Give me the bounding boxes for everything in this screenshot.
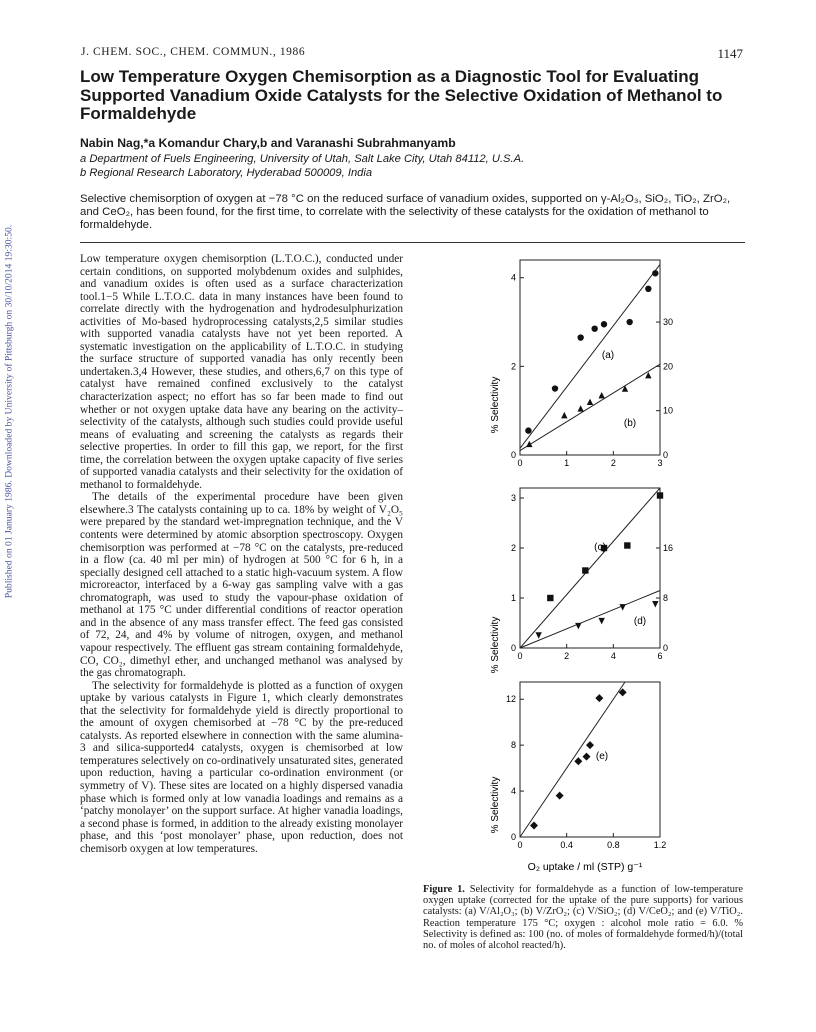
data-point-d bbox=[619, 604, 625, 610]
series-label-e: (e) bbox=[595, 751, 609, 762]
data-point-d bbox=[598, 618, 604, 624]
abstract: Selective chemisorption of oxygen at −78 °C on the reduced surface of vanadium oxides, supported on γ-Al₂O₃, SiO₂, TiO₂, ZrO₂, and CeO₂, has been found, for the first time, to correlate with the selectivity of these catalysts for the oxidation of methanol to formaldehyde. bbox=[80, 193, 731, 232]
sidebar-text: Published on 01 January 1986. Downloaded by University of Pittsburgh on 30/10/2014 19:30:50. bbox=[3, 224, 15, 599]
panel-top-chart bbox=[511, 260, 673, 468]
figure-caption-label: Figure 1. bbox=[423, 884, 465, 895]
data-point-b bbox=[561, 412, 567, 418]
x-tick-label: 2 bbox=[610, 458, 616, 468]
series-label-a: (a) bbox=[601, 350, 615, 361]
data-point-b bbox=[587, 399, 593, 405]
data-point-c bbox=[582, 567, 588, 573]
y-tick-label-left: 1 bbox=[510, 593, 516, 603]
y-tick-label-left: 2 bbox=[510, 543, 516, 553]
series-label-c: (c) bbox=[594, 542, 606, 553]
data-point-a bbox=[552, 385, 558, 391]
body-paragraph-2: The details of the experimental procedure have been given elsewhere.3 The catalysts containing up to ca. 18% by weight of V₂O₅ were prepared by the standard wet-impregnation technique, and the V contents were determined by atomic absorption spectroscopy. Oxygen chemisorption was performed at −78 °C on the catalysts, pre-reduced in a flow (ca. 40 ml per min) of hydrogen at 500 °C for 6 h, in a specially designed cell attached to a static high-vacuum system. A flow microreactor, interfaced by a 6-way gas sampling valve with a gas chromatograph, was used to study the vapour-phase oxidation of methanol at 175 °C under differential conditions of reactor operation and in the absence of any mass transfer effect. The feed gas consisted of 72, 24, and 4% by volume of nitrogen, oxygen, and methanol vapour respectively. The effluent gas stream containing formaldehyde, CO, CO₂, dimethyl ether, and unchanged methanol was analysed by the gas chromatograph. bbox=[80, 491, 403, 680]
y-tick-label-right: 30 bbox=[663, 317, 674, 328]
data-point-e bbox=[556, 792, 564, 800]
panel-bottom-chart bbox=[506, 682, 666, 850]
x-tick-label: 2 bbox=[564, 651, 570, 661]
data-point-e bbox=[595, 694, 603, 702]
data-point-c bbox=[547, 595, 553, 601]
x-tick-label: 0 bbox=[517, 458, 523, 468]
data-point-d bbox=[652, 601, 658, 607]
running-header bbox=[81, 46, 743, 62]
fit-line-e bbox=[520, 682, 625, 837]
affiliation-a: a Department of Fuels Engineering, University of Utah, Salt Lake City, Utah 84112, U.S.A. bbox=[80, 153, 525, 165]
data-point-c bbox=[657, 492, 663, 498]
y-tick-label-left: 3 bbox=[510, 493, 516, 503]
data-point-a bbox=[525, 427, 531, 433]
data-point-b bbox=[598, 392, 604, 398]
affiliation-b: b Regional Research Laboratory, Hyderabad 500009, India bbox=[80, 167, 373, 179]
figure-1 bbox=[480, 250, 690, 880]
y-tick-label-left: 4 bbox=[510, 272, 516, 283]
figure-caption-text: Selectivity for formaldehyde as a function of low-temperature oxygen uptake (corrected for the uptake of the pure supports) for various catalysts: (a) V/Al₂O₃; (b) V/ZrO₂; (c) V/SiO₂; (d) V/CeO₂; and (e) V/TiO₂. Reaction temperature 175 °C; oxygen : alcohol mole ratio = 6.0. % Selectivity is defined as: 100 (no. of moles of formaldehyde formed/h)/(total no. of moles of alcohol reacted/h). bbox=[423, 884, 743, 952]
y-tick-label-left: 8 bbox=[510, 740, 516, 751]
y-tick-label-left: 0 bbox=[510, 832, 516, 842]
data-point-d bbox=[535, 632, 541, 638]
data-point-a bbox=[652, 270, 658, 276]
body-paragraph-3: The selectivity for formaldehyde is plotted as a function of oxygen uptake by various catalysts in Figure 1, which clearly demonstrates that the selectivity for formaldehyde yield is directly proportional to the amount of oxygen chemisorbed at −78 °C by the pre-reduced catalysts. As reported elsewhere in connection with the same alumina-3 and silica-supported4 catalysts, oxygen is chemisorbed at low temperatures selectively on co-ordinatively unsaturated sites, generated upon reduction, having a particular co-ordination environment (or symmetry of V). These sites are located on a highly dispersed vanadia phase which is formed only at low vanadia loadings and remains as a ‘patchy monolayer’ on the support surface. At higher vanadia loadings, a second phase is formed, in addition to the already existing monolayer phase, and this ‘post monolayer’ phase, upon reduction, does not chemisorb oxygen at low temperatures. bbox=[80, 679, 403, 855]
series-label-d: (d) bbox=[633, 616, 647, 627]
panel-middle-chart bbox=[511, 488, 673, 661]
plot-frame bbox=[520, 260, 660, 455]
journal-reference: J. CHEM. SOC., CHEM. COMMUN., 1986 bbox=[81, 46, 306, 58]
x-tick-label: 6 bbox=[657, 651, 663, 661]
fit-line-a bbox=[520, 264, 660, 448]
data-point-a bbox=[645, 286, 651, 292]
y-tick-label-left: 4 bbox=[510, 786, 516, 797]
y-tick-label-left: 12 bbox=[505, 694, 516, 705]
author-list: Nabin Nag,*a Komandur Chary,b and Varanashi Subrahmanyamb bbox=[80, 136, 456, 150]
y-tick-label-right: 0 bbox=[663, 450, 669, 460]
fit-line-b bbox=[520, 364, 660, 450]
x-tick-label: 0 bbox=[517, 651, 523, 661]
body-column bbox=[80, 253, 403, 855]
data-point-e bbox=[586, 741, 594, 749]
y-tick-label-right: 20 bbox=[663, 361, 674, 372]
figure-caption bbox=[423, 884, 743, 951]
y-tick-label-left: 0 bbox=[510, 450, 516, 460]
y-tick-label-left: 0 bbox=[510, 643, 516, 653]
data-point-a bbox=[601, 321, 607, 327]
data-point-b bbox=[577, 405, 583, 411]
data-point-b bbox=[622, 385, 628, 391]
page-number: 1147 bbox=[717, 46, 743, 61]
section-divider bbox=[80, 242, 745, 243]
x-axis-label: O₂ uptake / ml (STP) g⁻¹ bbox=[527, 861, 643, 873]
body-paragraph-1: Low temperature oxygen chemisorption (L.T.O.C.), conducted under certain conditions, on supported molybdenum oxides and sulphides, and vanadium oxides is often used as a surface characterization tool.1−5 While L.T.O.C. data in many instances have been found to correlate directly with the hydrogenation and hydrodesulphurization activities of Mo-based hydroprocessing catalysts,2,5 similar studies with supported vanadia catalysts have not yet been reported. A systematic investigation on the applicability of L.T.O.C. in studying the surface structure of supported vanadia has only recently been undertaken.3,4 However, these studies, and others,6,7 on this type of catalyst have remained confined exclusively to the catalyst characterization aspect; no effort has so far been made to find out whether or not oxygen uptake data have any bearing on the activity–selectivity of the catalysts, although such studies could provide useful means of evaluating and screening the catalysts as regards their selective properties. In order to fill this gap, we report, for the first time, the correlation between the oxygen uptake capacity of five series of supported vanadia catalysts and their selectivity for the oxidation of methanol to formaldehyde. bbox=[80, 253, 403, 491]
y-axis-label-top: % Selectivity bbox=[490, 376, 501, 434]
data-point-a bbox=[626, 319, 632, 325]
y-tick-label-right: 16 bbox=[663, 543, 674, 553]
series-label-b: (b) bbox=[623, 418, 637, 429]
data-point-c bbox=[624, 542, 630, 548]
data-point-e bbox=[574, 757, 582, 765]
y-tick-label-right: 10 bbox=[663, 405, 674, 416]
data-point-e bbox=[583, 753, 591, 761]
x-tick-label: 1.2 bbox=[653, 840, 667, 850]
download-sidebar-note bbox=[0, 180, 18, 650]
y-axis-label-bottom: % Selectivity bbox=[490, 776, 501, 834]
x-tick-label: 0.4 bbox=[560, 840, 573, 850]
y-tick-label-right: 8 bbox=[663, 593, 669, 603]
x-tick-label: 0 bbox=[517, 840, 523, 850]
x-tick-label: 0.8 bbox=[607, 840, 620, 850]
x-tick-label: 1 bbox=[564, 458, 570, 468]
data-point-e bbox=[530, 822, 538, 830]
data-point-d bbox=[575, 623, 581, 629]
x-tick-label: 4 bbox=[610, 651, 616, 661]
y-tick-label-right: 0 bbox=[663, 643, 669, 653]
paper-title: Low Temperature Oxygen Chemisorption as a Diagnostic Tool for Evaluating Supported Vanadium Oxide Catalysts for the Selective Oxidation of Methanol to Formaldehyde bbox=[80, 67, 723, 123]
y-axis-label-middle: % Selectivity bbox=[490, 616, 501, 674]
x-tick-label: 3 bbox=[657, 458, 663, 468]
data-point-a bbox=[577, 334, 583, 340]
plot-frame bbox=[520, 682, 660, 837]
data-point-a bbox=[591, 325, 597, 331]
y-tick-label-left: 2 bbox=[510, 361, 516, 372]
